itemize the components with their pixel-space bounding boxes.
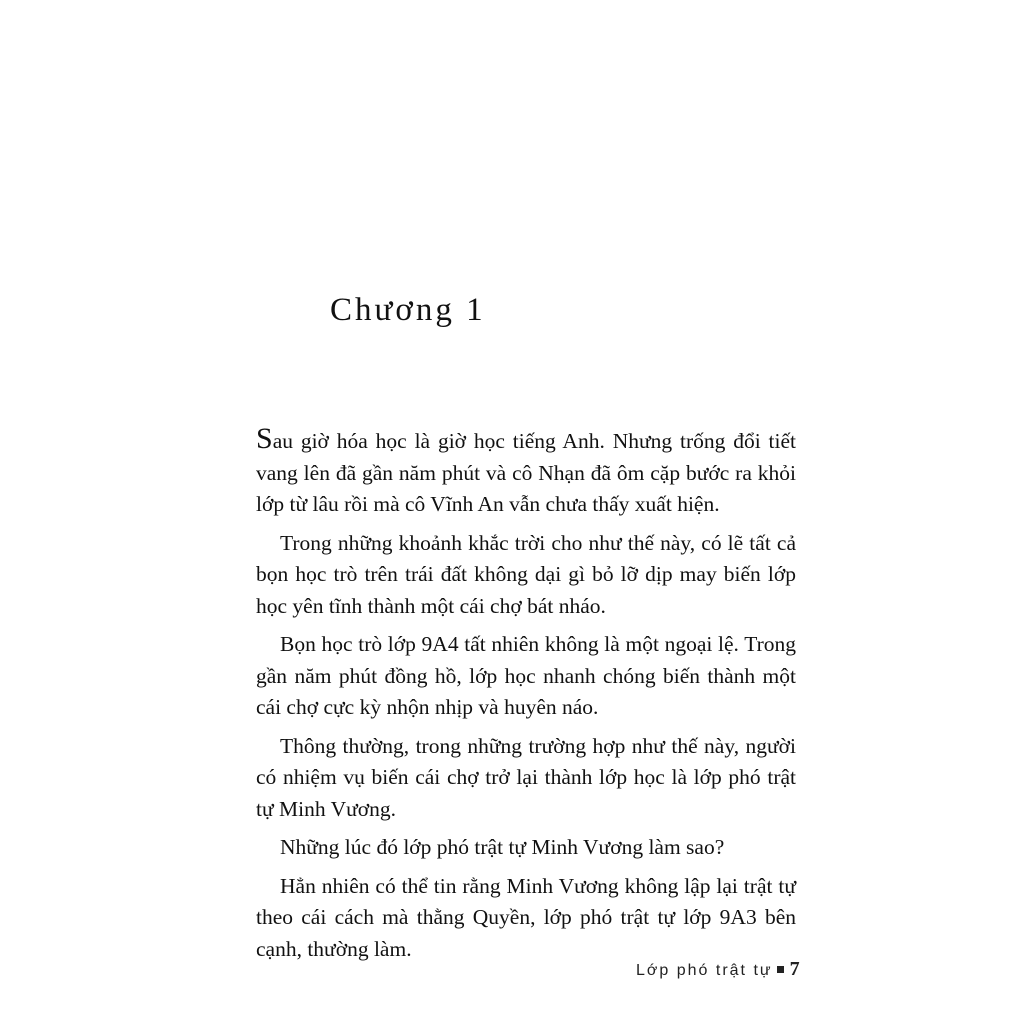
chapter-body bbox=[256, 422, 796, 972]
running-title: Lớp phó trật tự bbox=[636, 962, 773, 979]
paragraph-2: Trong những khoảnh khắc trời cho như thế này, có lẽ tất cả bọn học trò trên trái đất không dại gì bỏ lỡ dịp may biến lớp học yên tĩnh thành một cái chợ bát nháo. bbox=[256, 530, 796, 618]
paragraph-1 bbox=[256, 422, 796, 521]
paragraph-3: Bọn học trò lớp 9A4 tất nhiên không là một ngoại lệ. Trong gần năm phút đồng hồ, lớp học nhanh chóng biến thành một cái chợ cực kỳ nhộn nhịp và huyên náo. bbox=[256, 632, 796, 719]
paragraph-4: Thông thường, trong những trường hợp như thế này, người có nhiệm vụ biến cái chợ trở lại thành lớp học là lớp phó trật tự Minh Vương. bbox=[256, 733, 796, 821]
paragraph-1-text: au giờ hóa học là giờ học tiếng Anh. Nhưng trống đổi tiết vang lên đã gần năm phút và cô Nhạn đã ôm cặp bước ra khỏi lớp từ lâu rồi mà cô Vĩnh An vẫn chưa thấy xuất hiện. bbox=[256, 429, 796, 516]
page-number: 7 bbox=[789, 958, 802, 980]
footer-separator-square bbox=[777, 966, 784, 973]
page-footer bbox=[636, 958, 802, 981]
chapter-title: Chương 1 bbox=[330, 292, 486, 328]
paragraph-5: Những lúc đó lớp phó trật tự Minh Vương làm sao? bbox=[280, 835, 725, 859]
paragraph-6: Hẳn nhiên có thể tin rằng Minh Vương không lập lại trật tự theo cái cách mà thằng Quyền, lớp phó trật tự lớp 9A3 bên cạnh, thường làm. bbox=[256, 873, 796, 961]
drop-cap: S bbox=[256, 422, 273, 455]
